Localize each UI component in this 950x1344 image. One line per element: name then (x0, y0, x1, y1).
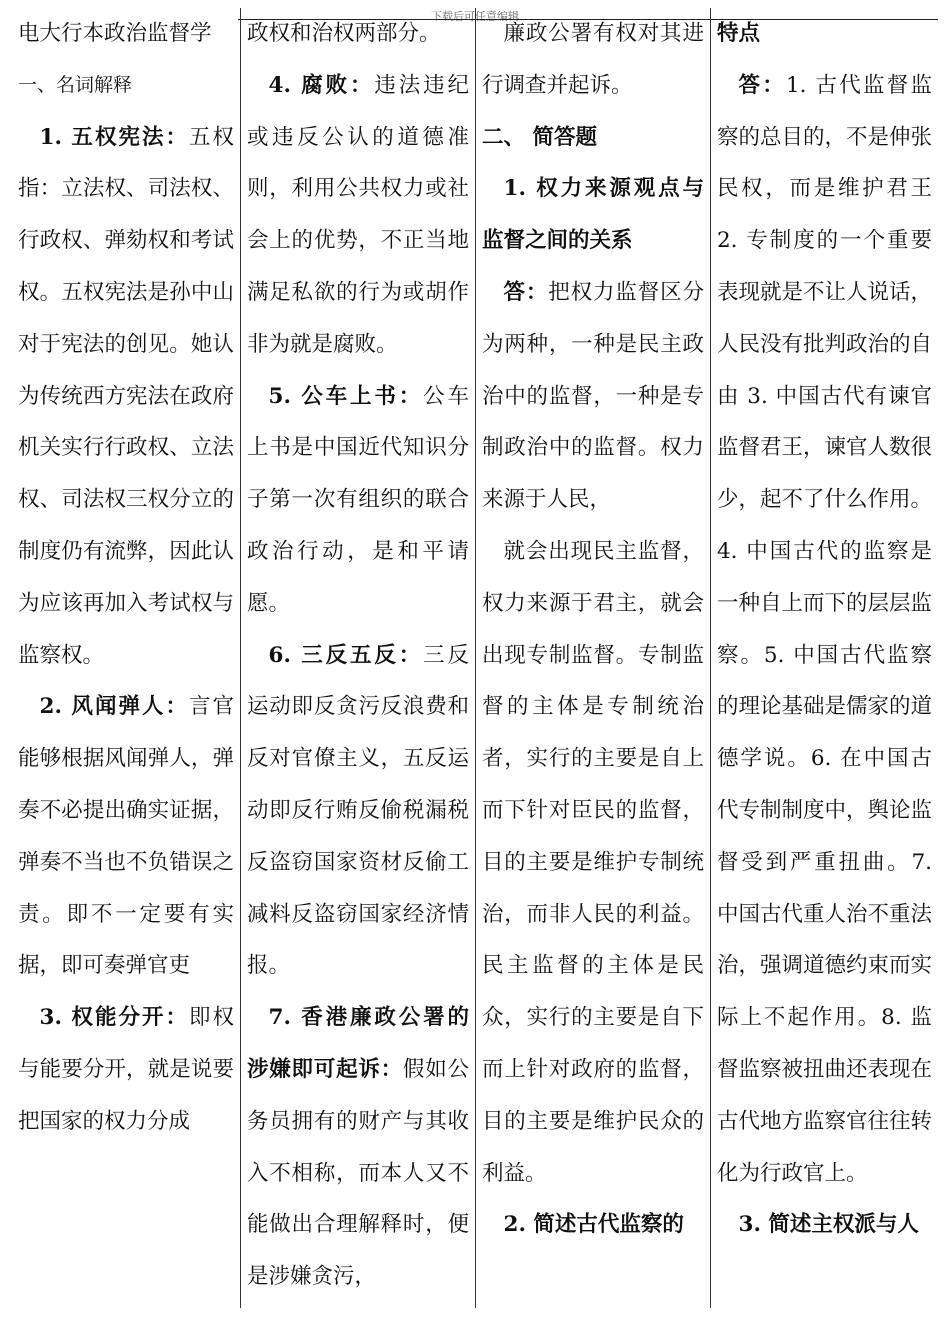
section-heading-short-answer: 二、 简答题 (482, 124, 597, 150)
term-entry-3 (18, 992, 234, 1147)
term-title-2: 2. 风闻弹人： (39, 694, 189, 720)
term-entry-1 (18, 112, 234, 682)
column-3 (476, 8, 711, 1308)
term-entry-6 (247, 630, 469, 993)
document-title: 电大行本政治监督学 (18, 21, 212, 46)
term-3-continuation: 政权和治权两部分。 (247, 21, 441, 46)
term-title-5: 5. 公车上书： (268, 383, 424, 409)
term-entry-5 (247, 371, 469, 630)
document-columns (12, 8, 938, 1328)
question-1: 1. 权力来源观点与监督之间的关系 (482, 176, 704, 254)
column-4 (711, 8, 938, 1308)
term-body-2: 言官能够根据风闻弹人，弹奏不必提出确实证据，弹奏不当也不负错误之责。即不一定要有实据，即可奏弹官吏 (18, 694, 234, 979)
answer-body-1a: 把权力监督区分为两种，一种是民主政治中的监督，一种是专制政治中的监督。权力来源于人民， (482, 279, 704, 513)
section-heading-terms: 一、名词解释 (18, 73, 133, 96)
term-title-4: 4. 腐败： (268, 72, 375, 98)
question-2-end: 特点 (717, 21, 761, 46)
question-2: 2. 简述古代监察的 (503, 1212, 684, 1238)
answer-1 (482, 267, 704, 526)
term-title-1: 1. 五权宪法： (39, 124, 189, 150)
term-title-7: 7. 香港廉政公署的涉嫌即可起诉： (247, 1005, 469, 1082)
term-entry-4 (247, 60, 469, 371)
answer-1-cont: 就会出现民主监督，权力来源于君主，就会出现专制监督。专制监督的主体是专制统治者，实行的主要是自上而下针对臣民的监督，目的主要是维护专制统治，而非人民的利益。民主监督的主体是民众，实行的主要是自下而上针对政府的监督，目的主要是维护民众的利益。 (482, 538, 704, 1186)
term-body-6: 三反运动即反贪污反浪费和反对官僚主义，五反运动即反行贿反偷税漏税反盗窃国家资材反偷工减料反盗窃国家经济情报。 (247, 642, 469, 979)
term-entry-2 (18, 681, 234, 992)
term-body-1: 五权指：立法权、司法权、行政权、弹劾权和考试权。五权宪法是孙中山对于宪法的创见。她认为传统西方宪法在政府机关实行行政权、立法权、司法权三权分立的制度仍有流弊，因此认为应该再加入考试权与监察权。 (18, 124, 234, 668)
answer-2 (717, 60, 932, 1200)
term-7-continuation: 廉政公署有权对其进行调查并起诉。 (482, 21, 704, 98)
term-body-5: 公车上书是中国近代知识分子第一次有组织的联合政治行动，是和平请愿。 (247, 383, 469, 616)
answer-label-1: 答： (503, 279, 549, 305)
term-body-4: 违法违纪或违反公认的道德准则，利用公共权力或社会上的优势，不正当地满足私欲的行为或胡作非为就是腐败。 (247, 72, 469, 357)
column-2 (241, 8, 476, 1308)
answer-label-2: 答： (738, 72, 786, 98)
column-1 (12, 8, 241, 1308)
term-entry-7 (247, 992, 469, 1303)
term-body-3: 即权与能要分开，就是说要把国家的权力分成 (18, 1005, 234, 1134)
question-3: 3. 简述主权派与人 (738, 1212, 919, 1238)
term-body-7: 假如公务员拥有的财产与其收入不相称，而本人又不能做出合理解释时，便是涉嫌贪污， (247, 1056, 469, 1290)
term-title-3: 3. 权能分开： (39, 1005, 189, 1031)
term-title-6: 6. 三反五反： (268, 642, 424, 668)
header-note: 下载后可任意编辑 (431, 10, 519, 23)
answer-body-2: 1. 古代监督监察的总目的，不是伸张民权，而是维护君王 2. 专制度的一个重要表现就是不让人说话，人民没有批判政治的自由 3. 中国古代有谏官监督君王，谏官人数很少，起不了什么作用。4. 中国古代的监察是一种自上而下的层层监察。5. 中国古代监察的理论基础是儒家的道德学说。6. 在中国古代专制制度中，舆论监督受到严重扭曲。7. 中国古代重人治不重法治，强调道德约束而实际上不起作用。8. 监督监察被扭曲还表现在古代地方监察官往往转化为行政官上。 (717, 72, 933, 1186)
